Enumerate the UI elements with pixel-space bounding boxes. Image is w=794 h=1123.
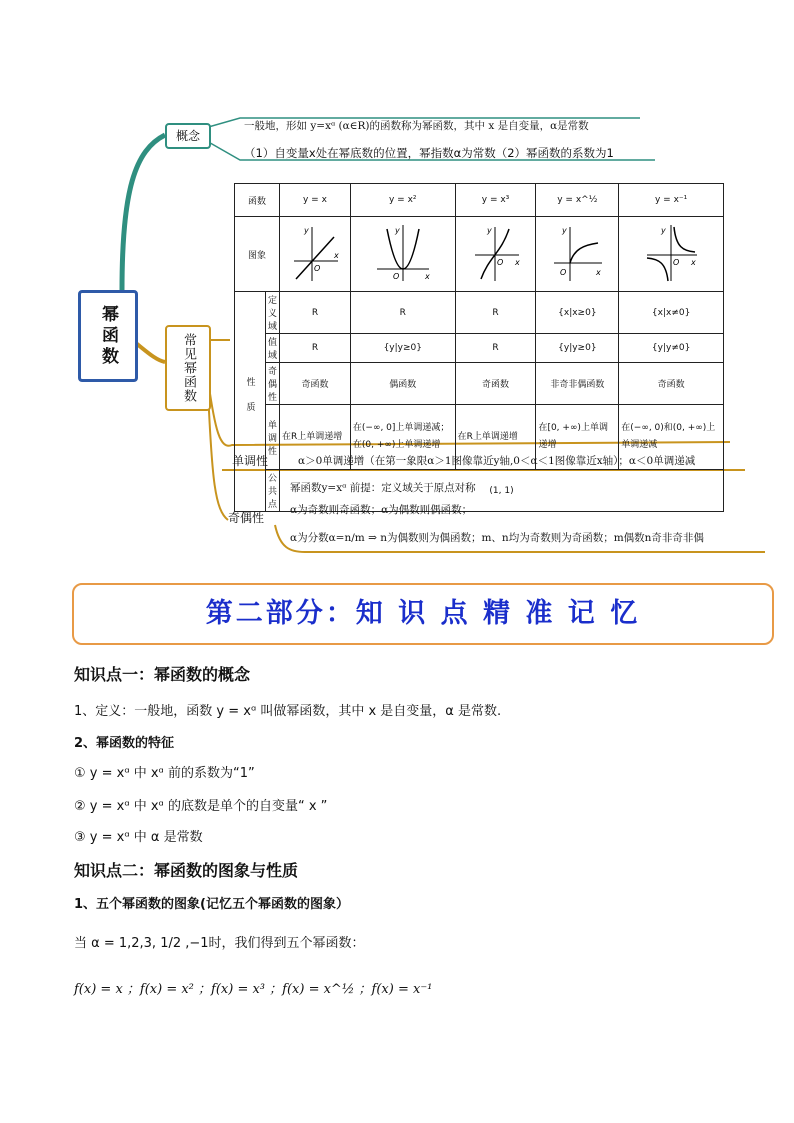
concept-line1: 一般地，形如 y=xᵅ (α∈R)的函数称为幂函数，其中 x 是自变量，α是常数	[244, 120, 589, 132]
func-header-1: y = x	[280, 184, 351, 217]
svg-text:O: O	[496, 257, 503, 267]
graph-x2	[350, 217, 455, 292]
graph-x3	[455, 217, 536, 292]
func-header-5: y = x⁻¹	[619, 184, 724, 217]
svg-text:O: O	[313, 263, 321, 273]
row-label: 单调性	[266, 405, 280, 470]
row-label: 公共点	[266, 470, 280, 512]
cell: R	[280, 334, 351, 363]
kp2-subtitle: 1、五个幂函数的图象(记忆五个幂函数的图象）	[74, 897, 349, 912]
header-label: 函数	[235, 184, 280, 217]
svg-text:O: O	[673, 257, 680, 267]
kp1-feature-3: ③ y = xᵅ 中 α 是常数	[74, 830, 203, 845]
mono-text: α＞0单调递增（在第一象限α＞1图像靠近y轴,0＜α＜1图像靠近x轴）；α＜0单调递减	[298, 455, 696, 467]
cell: R	[350, 292, 455, 334]
func-header-4: y = x^½	[536, 184, 619, 217]
cell: 偶函数	[350, 363, 455, 405]
svg-text:y: y	[661, 225, 666, 235]
parity-line1: 幂函数y=xᵅ 前提：定义域关于原点对称	[290, 482, 476, 494]
cell: {y|y≥0}	[536, 334, 619, 363]
row-label: 值域	[266, 334, 280, 363]
graph-x	[280, 217, 351, 292]
graph-inv	[619, 217, 724, 292]
svg-text:O: O	[392, 271, 400, 281]
property-label: 性质	[235, 292, 266, 512]
cell: 在(−∞, 0)和(0, +∞)上单调递减	[619, 405, 724, 470]
parity-line2: α为奇数则奇函数；α为偶数则偶函数；	[290, 504, 473, 516]
svg-text:x: x	[596, 267, 602, 277]
kp2-functions: f(x) = x ；f(x) = x² ；f(x) = x³ ；f(x) = x^½ ；f(x) = x⁻¹	[74, 982, 433, 997]
kp1-features-title: 2、幂函数的特征	[74, 736, 175, 751]
mono-label: 单调性	[232, 454, 269, 468]
svg-text:x: x	[514, 257, 520, 267]
svg-text:y: y	[303, 225, 309, 235]
svg-text:y: y	[486, 225, 492, 235]
func-header-2: y = x²	[350, 184, 455, 217]
kp1-title: 知识点一：幂函数的概念	[74, 665, 251, 684]
svg-text:x: x	[333, 250, 339, 260]
svg-text:y: y	[394, 225, 400, 235]
cell: 奇函数	[280, 363, 351, 405]
cell: 在[0, +∞)上单调递增	[536, 405, 619, 470]
row-label: 奇偶性	[266, 363, 280, 405]
kp2-when: 当 α = 1,2,3, 1/2 ,−1时，我们得到五个幂函数：	[74, 936, 365, 951]
cell: {y|y≥0}	[350, 334, 455, 363]
graph-label: 图象	[235, 217, 280, 292]
concept-node: 概念	[165, 123, 211, 149]
mindmap-root: 幂函数	[78, 290, 138, 382]
cell: 在(−∞, 0]上单调递减；在(0, +∞)上单调递增	[350, 405, 455, 470]
cell: {x|x≥0}	[536, 292, 619, 334]
common-node: 常见幂函数	[165, 325, 211, 411]
cell: R	[280, 292, 351, 334]
cell: {y|y≠0}	[619, 334, 724, 363]
svg-text:x: x	[424, 271, 430, 281]
kp1-feature-2: ② y = xᵅ 中 xᵅ 的底数是单个的自变量“ x ”	[74, 799, 328, 814]
kp1-feature-1: ① y = xᵅ 中 xᵅ 前的系数为“1”	[74, 766, 255, 781]
cell: {x|x≠0}	[619, 292, 724, 334]
concept-line2: （1）自变量x处在幂底数的位置，幂指数α为常数（2）幂函数的系数为1	[244, 146, 614, 160]
cell: R	[455, 334, 536, 363]
cell: 奇函数	[619, 363, 724, 405]
cell: 非奇非偶函数	[536, 363, 619, 405]
section-banner: 第二部分：知 识 点 精 准 记 忆	[72, 583, 774, 645]
svg-text:x: x	[691, 257, 696, 267]
cell: 在R上单调递增	[455, 405, 536, 470]
parity-line3: α为分数α=n/m ⇒ n为偶数则为偶函数；m、n均为奇数则为奇函数；m偶数n奇非奇非偶	[290, 532, 704, 544]
cell: R	[455, 292, 536, 334]
row-label: 定义域	[266, 292, 280, 334]
parity-label: 奇偶性	[228, 511, 265, 525]
cell: 奇函数	[455, 363, 536, 405]
cell: 在R上单调递增	[280, 405, 351, 470]
kp1-definition: 1、定义：一般地，函数 y = xᵅ 叫做幂函数，其中 x 是自变量，α 是常数.	[74, 704, 502, 719]
func-header-3: y = x³	[455, 184, 536, 217]
svg-text:y: y	[562, 225, 568, 235]
svg-text:O: O	[560, 267, 567, 277]
common-point: (1, 1)	[280, 470, 724, 512]
graph-sqrt	[536, 217, 619, 292]
kp2-title: 知识点二：幂函数的图象与性质	[74, 861, 299, 880]
